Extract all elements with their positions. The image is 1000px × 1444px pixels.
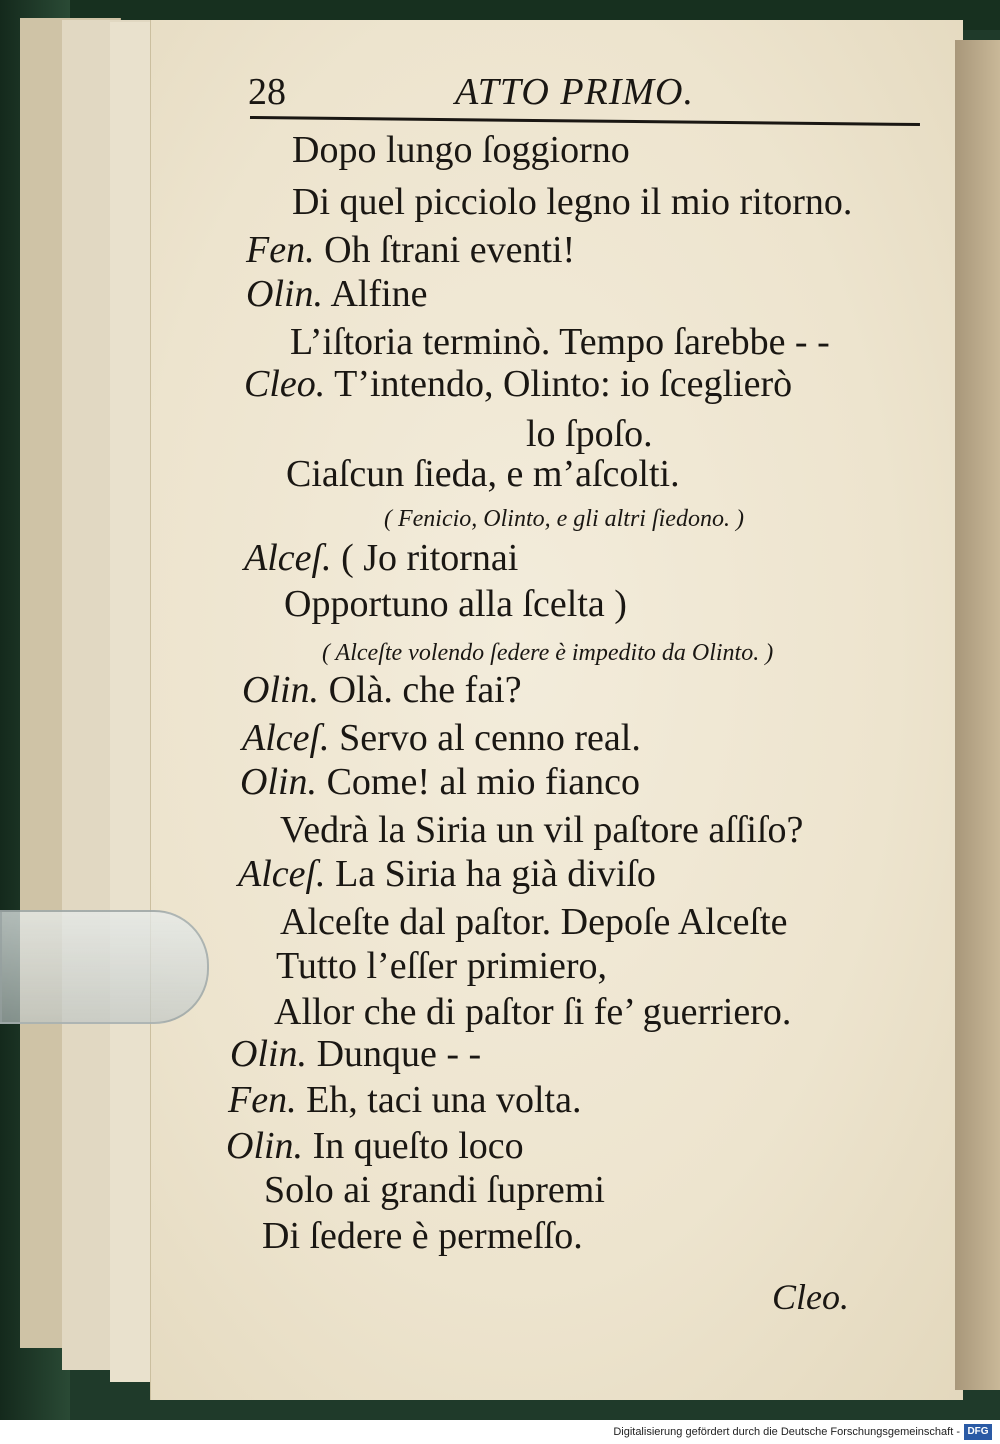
text-line: Tutto l’eſſer primiero,	[276, 945, 608, 987]
speaker-label: Alceſ.	[238, 853, 326, 895]
speaker-label: Alceſ.	[242, 717, 330, 759]
stage-direction: ( Fenicio, Olinto, e gli altri ſiedono. )	[384, 506, 744, 532]
plastic-page-clip	[0, 910, 209, 1024]
text-line: Fen. Oh ſtrani eventi!	[246, 229, 576, 271]
text-line: Di quel picciolo legno il mio ritorno.	[292, 181, 853, 223]
text-line: Solo ai grandi ſupremi	[264, 1169, 605, 1211]
text-line: Opportuno alla ſcelta )	[284, 583, 627, 625]
text-line: Alceſte dal paſtor. Depoſe Alceſte	[280, 901, 788, 943]
digitization-credit: Digitalisierung gefördert durch die Deutsche Forschungsgemeinschaft -	[613, 1426, 960, 1438]
speaker-label: Olin.	[226, 1125, 304, 1167]
text-line: Olin. Dunque - -	[230, 1033, 482, 1075]
text-line: Alceſ. La Siria ha già diviſo	[238, 853, 656, 895]
text-line: Olin. Olà. che fai?	[242, 669, 522, 711]
text-line: Alceſ. ( Jo ritornai	[244, 537, 519, 579]
text-line: Alceſ. Servo al cenno real.	[242, 717, 641, 759]
speaker-label: Olin.	[246, 273, 324, 315]
speaker-label: Olin.	[240, 761, 318, 803]
running-head: ATTO PRIMO.	[455, 71, 694, 113]
speaker-label: Olin.	[242, 669, 320, 711]
text-line: Olin. Come! al mio fianco	[240, 761, 640, 803]
speaker-label: Alceſ.	[244, 537, 332, 579]
stage-direction: ( Alceſte volendo ſedere è impedito da Olinto. )	[322, 640, 774, 666]
speaker-label: Olin.	[230, 1033, 308, 1075]
dfg-logo: DFG	[964, 1424, 992, 1440]
speaker-label: Cleo.	[244, 363, 326, 405]
speaker-label: Fen.	[228, 1079, 297, 1121]
text-line: Dopo lungo ſoggiorno	[292, 129, 630, 171]
text-line: Di ſedere è permeſſo.	[262, 1215, 583, 1257]
text-line: Cleo. T’intendo, Olinto: io ſceglierò	[244, 363, 793, 405]
text-line: L’iſtoria terminò. Tempo ſarebbe - -	[290, 321, 830, 363]
text-line: Allor che di paſtor ſi fe’ guerriero.	[274, 991, 792, 1033]
text-line: lo ſpoſo.	[526, 413, 653, 455]
page-number: 28	[248, 71, 286, 113]
text-line: Vedrà la Siria un vil paſtore aſſiſo?	[280, 809, 804, 851]
text-line: Fen. Eh, taci una volta.	[228, 1079, 582, 1121]
catchword: Cleo.	[772, 1277, 849, 1317]
text-line: Olin. Alfine	[246, 273, 428, 315]
speaker-label: Fen.	[246, 229, 315, 271]
text-line: Ciaſcun ſieda, e m’aſcolti.	[286, 453, 680, 495]
text-line: Olin. In queſto loco	[226, 1125, 524, 1167]
facing-page-edge	[955, 40, 1000, 1390]
